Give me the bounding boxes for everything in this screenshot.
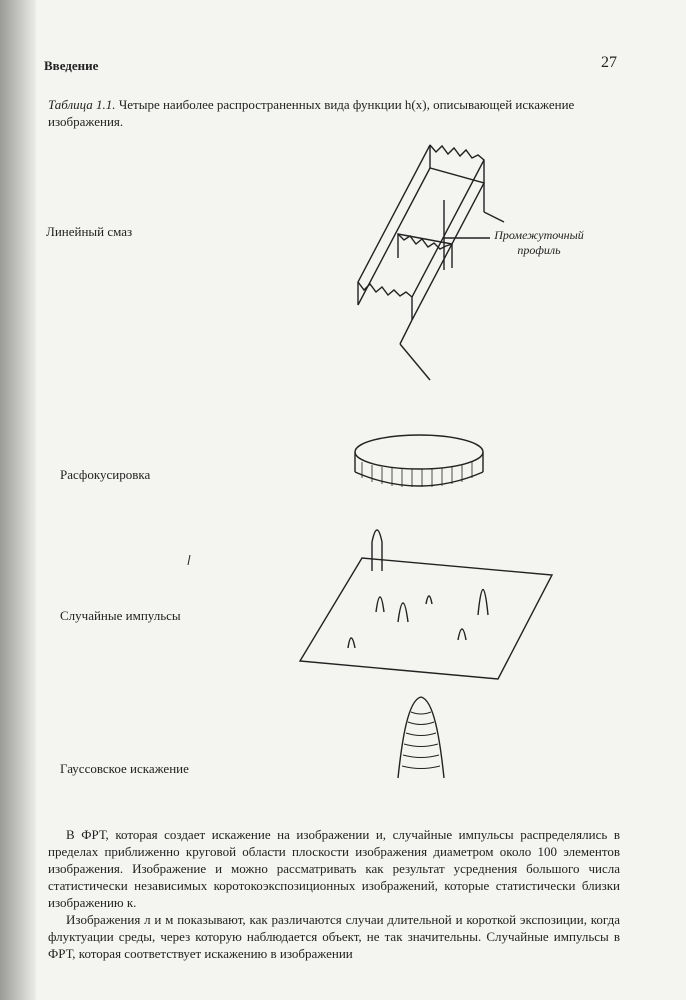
row-label-linear-blur: Линейный смаз [46, 224, 133, 239]
body-paragraph-1: В ФРТ, которая создает искажение на изображении и, случайные импульсы распределялись в пределах приближенно круговой области плоскости изображения диаметром около 100 элементов изображения. Изображение и можно рассматривать как результат усреднения большого числа статистически независимых коротокоэкспозиционных изображений, которые статистически близки изображению к. [48, 827, 620, 910]
stray-mark [188, 555, 190, 565]
table-caption-text: Четыре наиболее распространенных вида функции h(x), описывающей искажение изображения. [48, 97, 575, 129]
row-label-defocus: Расфокусировка [60, 467, 151, 482]
random-impulses-figure [300, 530, 552, 679]
page-number: 27 [601, 54, 617, 71]
row-label-gaussian: Гауссовское искажение [60, 761, 189, 776]
defocus-disc-figure [355, 435, 483, 487]
row-label-random-impulses: Случайные импульсы [60, 608, 181, 623]
linear-blur-figure [358, 145, 504, 380]
running-header-section: Введение [44, 58, 99, 73]
table-caption-label: Таблица 1.1. [48, 97, 116, 112]
body-paragraph-2: Изображения л и м показывают, как различаются случаи длительной и короткой экспозиции, когда флуктуации среды, через которую наблюдается объект, не так значительны. Случайные импульсы в ФРТ, которая соответствует искажению в изображении [48, 912, 620, 961]
gaussian-figure [398, 697, 444, 778]
intermediate-profile-annotation: Промежуточный профиль [494, 228, 584, 257]
